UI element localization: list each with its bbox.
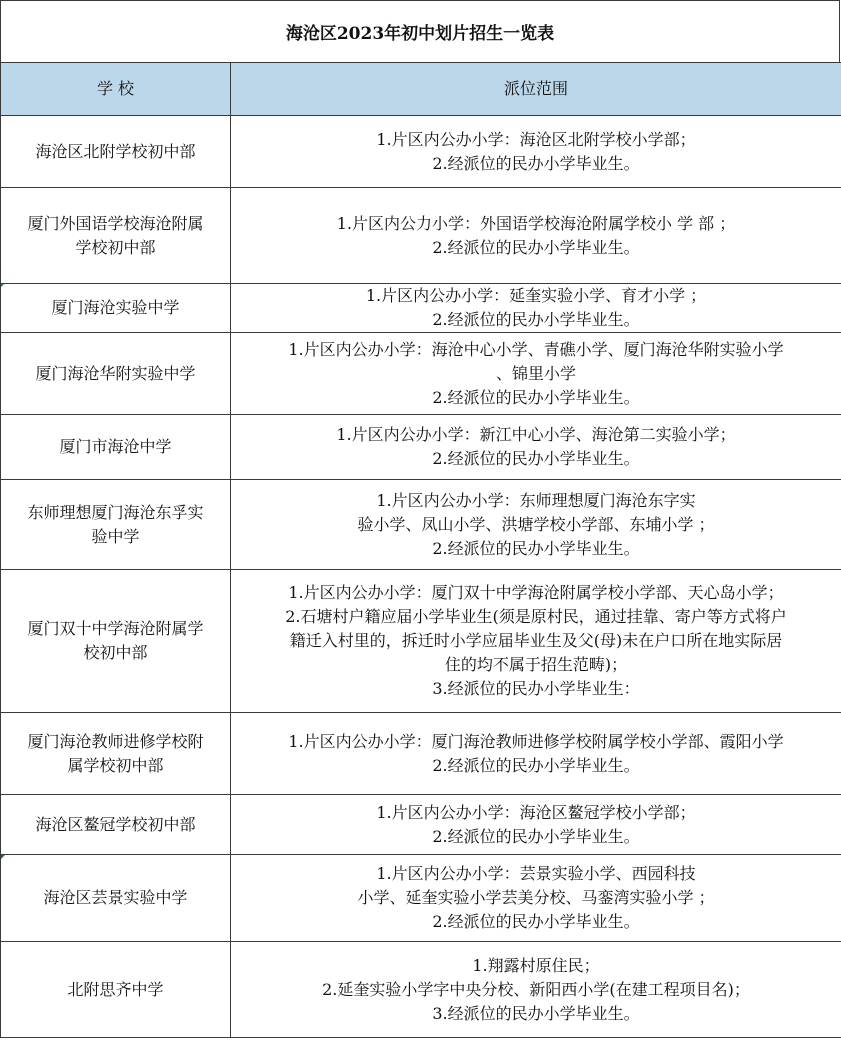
school-name-cell (1, 188, 231, 284)
assignment-range-line: 1.片区内公办小学：海沧区鳌冠学校小学部； (376, 802, 696, 822)
header-row (1, 63, 841, 116)
assignment-range-line: 1.翔露村原住民； (472, 955, 600, 975)
school-name-line: 厦门海沧实验中学 (51, 298, 180, 317)
assignment-range-cell (231, 942, 841, 1038)
table-row (1, 855, 841, 942)
table-title: 海沧区2023年初中划片招生一览表 (0, 0, 840, 62)
assignment-range-cell (231, 415, 841, 480)
assignment-range-line: 2.经派位的民办小学毕业生。 (432, 387, 640, 407)
assignment-range-line: 1.片区内公力小学：外国语学校海沧附属学校小 学 部 ； (336, 213, 736, 233)
school-name-cell (1, 116, 231, 188)
assignment-range-line: 1.片区内公办小学：东师理想厦门海沧东字实 (376, 490, 696, 510)
school-name-line: 海沧区芸景实验中学 (43, 888, 188, 907)
school-name-line: 海沧区鳌冠学校初中部 (35, 814, 196, 834)
enrollment-table (0, 62, 841, 1038)
assignment-range-line: 3.经派位的民办小学毕业生： (432, 679, 640, 698)
table-body (1, 116, 841, 1038)
school-name-line: 北附思齐中学 (67, 979, 164, 999)
assignment-range-cell (231, 855, 841, 942)
assignment-range-line: 2.经派位的民办小学毕业生。 (432, 826, 640, 846)
table-row (1, 116, 841, 188)
assignment-range-line: 1.片区内公办小学：海沧区北附学校小学部； (376, 129, 696, 149)
assignment-range-line: 1.片区内公办小学：芸景实验小学、西园科技 (376, 864, 696, 883)
assignment-range-line: 2.经派位的民办小学毕业生。 (432, 912, 640, 931)
school-name-cell (1, 415, 231, 480)
table-row (1, 284, 841, 333)
header-range: 派位范围 (231, 63, 841, 116)
assignment-range-line: 2.经派位的民办小学毕业生。 (432, 237, 640, 257)
assignment-range-line: 2.石塘村户籍应届小学毕业生(须是原村民，通过挂靠、寄户等方式将户 (285, 607, 787, 626)
table-row (1, 480, 841, 570)
assignment-range-line: 、锦里小学 (495, 363, 576, 383)
table-row (1, 415, 841, 480)
assignment-range-cell (231, 116, 841, 188)
assignment-range-line: 2.经派位的民办小学毕业生。 (432, 755, 640, 775)
school-name-line: 海沧区北附学校初中部 (35, 141, 196, 161)
school-name-line: 东师理想厦门海沧东孚实 (27, 502, 204, 522)
school-name-line: 属学校初中部 (67, 755, 164, 775)
assignment-range-line: 1.片区内公办小学：厦门双十中学海沧附属学校小学部、天心岛小学； (288, 583, 784, 602)
assignment-range-line: 2.经派位的民办小学毕业生。 (432, 538, 640, 558)
school-name-cell (1, 795, 231, 855)
assignment-range-cell (231, 713, 841, 795)
school-name-cell (1, 333, 231, 415)
school-name-cell (1, 570, 231, 713)
school-name-line: 厦门海沧教师进修学校附 (27, 731, 204, 751)
school-name-cell (1, 855, 231, 942)
school-name-cell (1, 713, 231, 795)
assignment-range-cell (231, 570, 841, 713)
school-name-line: 厦门市海沧中学 (59, 437, 172, 456)
assignment-range-cell (231, 333, 841, 415)
table-row (1, 570, 841, 713)
school-name-cell (1, 942, 231, 1038)
assignment-range-cell (231, 480, 841, 570)
assignment-range-line: 3.经派位的民办小学毕业生。 (432, 1003, 640, 1023)
assignment-range-line: 2.经派位的民办小学毕业生。 (432, 153, 640, 173)
header-school: 学 校 (1, 63, 231, 116)
assignment-range-line: 2.延奎实验小学字中央分校、新阳西小学(在建工程项目名)； (322, 979, 750, 999)
assignment-range-line: 1.片区内公办小学：新江中心小学、海沧第二实验小学； (336, 425, 736, 444)
assignment-range-cell (231, 795, 841, 855)
school-name-cell (1, 284, 231, 333)
school-name-line: 厦门双十中学海沧附属学 (27, 619, 204, 638)
assignment-range-line: 2.经派位的民办小学毕业生。 (432, 310, 640, 329)
school-name-line: 校初中部 (83, 643, 148, 662)
assignment-range-cell (231, 188, 841, 284)
table-row (1, 713, 841, 795)
school-name-line: 厦门外国语学校海沧附属 (27, 213, 204, 233)
table-row (1, 333, 841, 415)
assignment-range-line: 1.片区内公办小学：延奎实验小学、育才小学 ； (365, 286, 707, 305)
assignment-range-cell (231, 284, 841, 333)
assignment-range-line: 籍迁入村里的，拆迁时小学应届毕业生及父(母)未在户口所在地实际居 (289, 631, 783, 650)
assignment-range-line: 小学、延奎实验小学芸美分校、马銮湾实验小学 ； (357, 888, 715, 907)
assignment-range-line: 1.片区内公办小学：海沧中心小学、青礁小学、厦门海沧华附实验小学 (288, 339, 784, 359)
school-name-line: 厦门海沧华附实验中学 (35, 363, 196, 383)
assignment-range-line: 住的均不属于招生范畴)； (444, 655, 628, 674)
table-row (1, 942, 841, 1038)
assignment-range-line: 验小学、凤山小学、洪塘学校小学部、东埔小学 ； (357, 514, 715, 534)
school-name-cell (1, 480, 231, 570)
school-name-line: 学校初中部 (75, 237, 156, 257)
table-row (1, 795, 841, 855)
assignment-range-line: 1.片区内公办小学：厦门海沧教师进修学校附属学校小学部、霞阳小学 (288, 731, 784, 751)
school-name-line: 验中学 (91, 526, 140, 546)
assignment-range-line: 2.经派位的民办小学毕业生。 (432, 449, 640, 468)
table-row (1, 188, 841, 284)
